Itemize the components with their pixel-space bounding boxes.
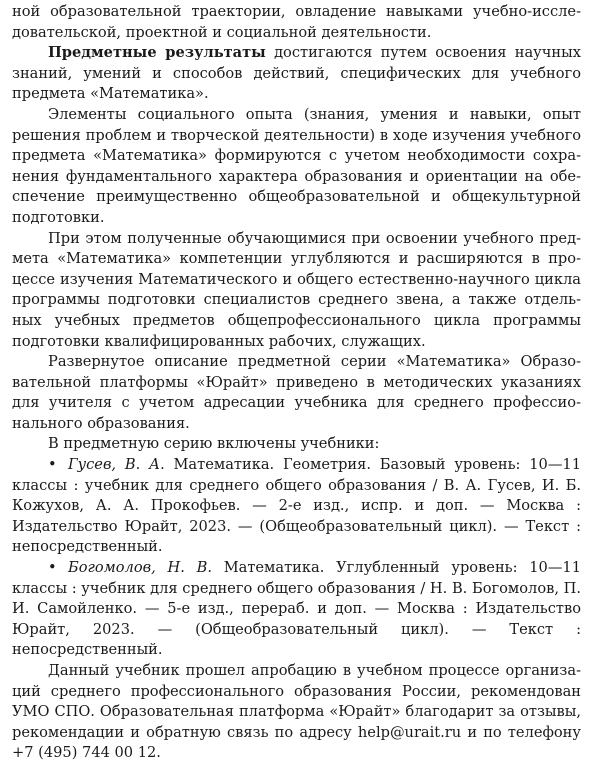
bullet-mark: • <box>48 559 57 577</box>
list-item-textbook-2 <box>12 558 581 661</box>
textbook-1-text: Математика. Геометрия. Базовый уровень: 10—11 классы : учебник для среднего общего образования / В. А. Гусев, И. Б. Кожухов, А. А. Прокофьев. — 2-е изд., испр. и доп. — Москва : Издательство Юрайт, 2023. — (Общеобразовательный цикл). — Текст : непосредственный. <box>12 456 581 556</box>
list-item-textbook-1 <box>12 455 581 558</box>
textbook-2-author: Богомолов, Н. В. <box>68 559 212 577</box>
paragraph-series-description: Развернутое описание предметной серии «Математика» Образовательной платформы «Юрайт» приведено в методических указаниях для учителя с учетом адресации учебника для среднего профессионального образования. <box>12 353 581 432</box>
paragraph-approbation: Данный учебник прошел апробацию в учебном процессе организаций среднего профессионального образования России, рекомендован УМО СПО. Образовательная платформа «Юрайт» благодарит за отзывы, рекомендации и обратную связь по адресу help@urait.ru и по телефону +7 (495) 744 00 12. <box>12 662 581 762</box>
paragraph-competencies: При этом полученные обучающимися при освоении учебного предмета «Математика» компетенции углубляются и расширяются в процессе изучения Математического и общего естественно-научного цикла программы подготовки специалистов среднего звена, а также отдельных учебных предметов общепрофессионального цикла программы подготовки квалифицированных рабочих, служащих. <box>12 229 581 350</box>
paragraph-social-experience: Элементы социального опыта (знания, умения и навыки, опыт решения проблем и творческой деятельности) в ходе изучения учебного предмета «Математика» формируются с учетом необходимости сохранения фундаментального характера образования и ориентации на обеспечение преимущественно общеобразовательной и общекультурной подготовки. <box>12 105 581 226</box>
paragraph-series-intro: В предметную серию включены учебники: <box>48 435 380 453</box>
subject-results-text: достигаются путем освоения научных знаний, умений и способов действий, специфических для учебного предмета «Математика». <box>12 44 581 103</box>
paragraph-subject-results <box>12 43 581 105</box>
bullet-mark: • <box>48 456 57 474</box>
textbook-2-text: Математика. Углубленный уровень: 10—11 классы : учебник для среднего общего образования / Н. В. Богомолов, П. И. Самойленко. — 5-е изд., перераб. и доп. — Москва : Издательство Юрайт, 2023. — (Общеобразовательный цикл). — Текст : непосредственный. <box>12 559 581 659</box>
subject-results-term: Предметные результаты <box>48 44 266 62</box>
textbook-1-author: Гусев, В. А. <box>68 456 165 474</box>
paragraph-continuation: ной образовательной траектории, овладение навыками учебно-исследовательской, проектной и социальной деятельности. <box>12 3 581 41</box>
